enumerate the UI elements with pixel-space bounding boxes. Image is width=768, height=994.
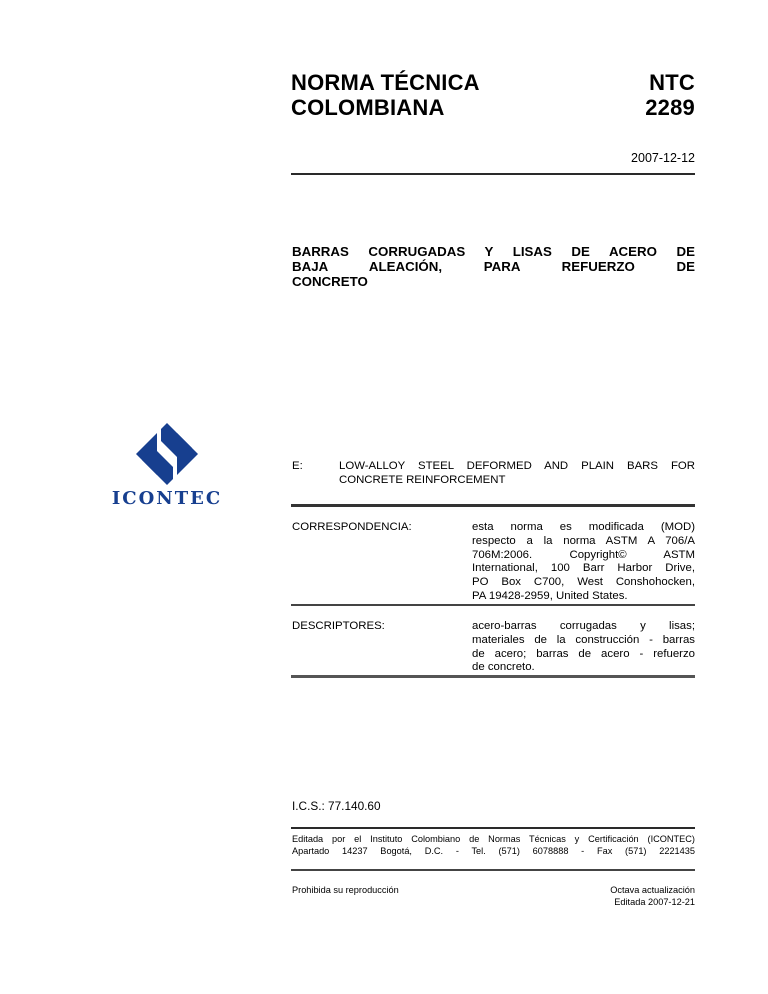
title-line-2: COLOMBIANA	[291, 95, 445, 120]
correspondencia-line: esta norma es modificada (MOD)	[472, 521, 695, 533]
icontec-diamond-icon	[108, 418, 226, 488]
ratification-date: 2007-12-12	[631, 151, 695, 165]
edition-info	[610, 885, 695, 908]
publisher-line: Editada por el Instituto Colombiano de Normas Técnicas y Certificación (ICONTEC)	[292, 834, 695, 844]
english-title-line: LOW-ALLOY STEEL DEFORMED AND PLAIN BARS FOR	[339, 460, 695, 472]
correspondencia-divider	[291, 604, 695, 606]
descriptores-text	[472, 620, 695, 675]
english-title-label: E:	[292, 460, 303, 472]
correspondencia-line: PA 19428-2959, United States.	[472, 589, 628, 602]
reproduction-notice: Prohibida su reproducción	[292, 885, 399, 895]
descriptores-line: acero-barras corrugadas y lisas;	[472, 620, 695, 632]
icontec-wordmark: ICONTEC	[111, 488, 223, 509]
publisher-line: Apartado 14237 Bogotá, D.C. - Tel. (571) 6078888 - Fax (571) 2221435	[292, 845, 695, 856]
descriptores-label: DESCRIPTORES:	[292, 620, 385, 632]
ics-divider	[291, 827, 695, 829]
correspondencia-label: CORRESPONDENCIA:	[292, 521, 412, 533]
correspondencia-text	[472, 521, 695, 604]
edition-date: Editada 2007-12-21	[614, 896, 695, 907]
document-title	[292, 244, 695, 289]
title-line-1: NORMA TÉCNICA	[291, 70, 480, 95]
document-title-line: CONCRETO	[292, 274, 368, 289]
english-title-divider	[291, 504, 695, 507]
document-title-line: BAJA ALEACIÓN, PARA REFUERZO DE	[292, 259, 695, 274]
correspondencia-line: PO Box C700, West Conshohocken,	[472, 576, 695, 589]
descriptores-divider	[291, 675, 695, 678]
correspondencia-line: 706M:2006. Copyright© ASTM	[472, 548, 695, 561]
publisher-info	[292, 834, 695, 857]
descriptores-line: de concreto.	[472, 661, 535, 674]
standard-code	[645, 70, 695, 120]
standard-type-title	[291, 70, 480, 120]
publisher-divider	[291, 869, 695, 871]
code-prefix: NTC	[649, 70, 695, 95]
icontec-logo	[108, 418, 226, 514]
correspondencia-line: International, 100 Barr Harbor Drive,	[472, 562, 695, 575]
edition-number: Octava actualización	[610, 885, 695, 895]
correspondencia-line: respecto a la norma ASTM A 706/A	[472, 534, 695, 547]
english-title	[339, 460, 695, 488]
descriptores-line: de acero; barras de acero - refuerzo	[472, 647, 695, 660]
code-number: 2289	[645, 95, 695, 120]
header-divider	[291, 173, 695, 175]
document-title-line: BARRAS CORRUGADAS Y LISAS DE ACERO DE	[292, 244, 695, 259]
ics-code: I.C.S.: 77.140.60	[292, 799, 381, 813]
descriptores-line: materiales de la construcción - barras	[472, 633, 695, 646]
english-title-line: CONCRETE REINFORCEMENT	[339, 473, 506, 486]
